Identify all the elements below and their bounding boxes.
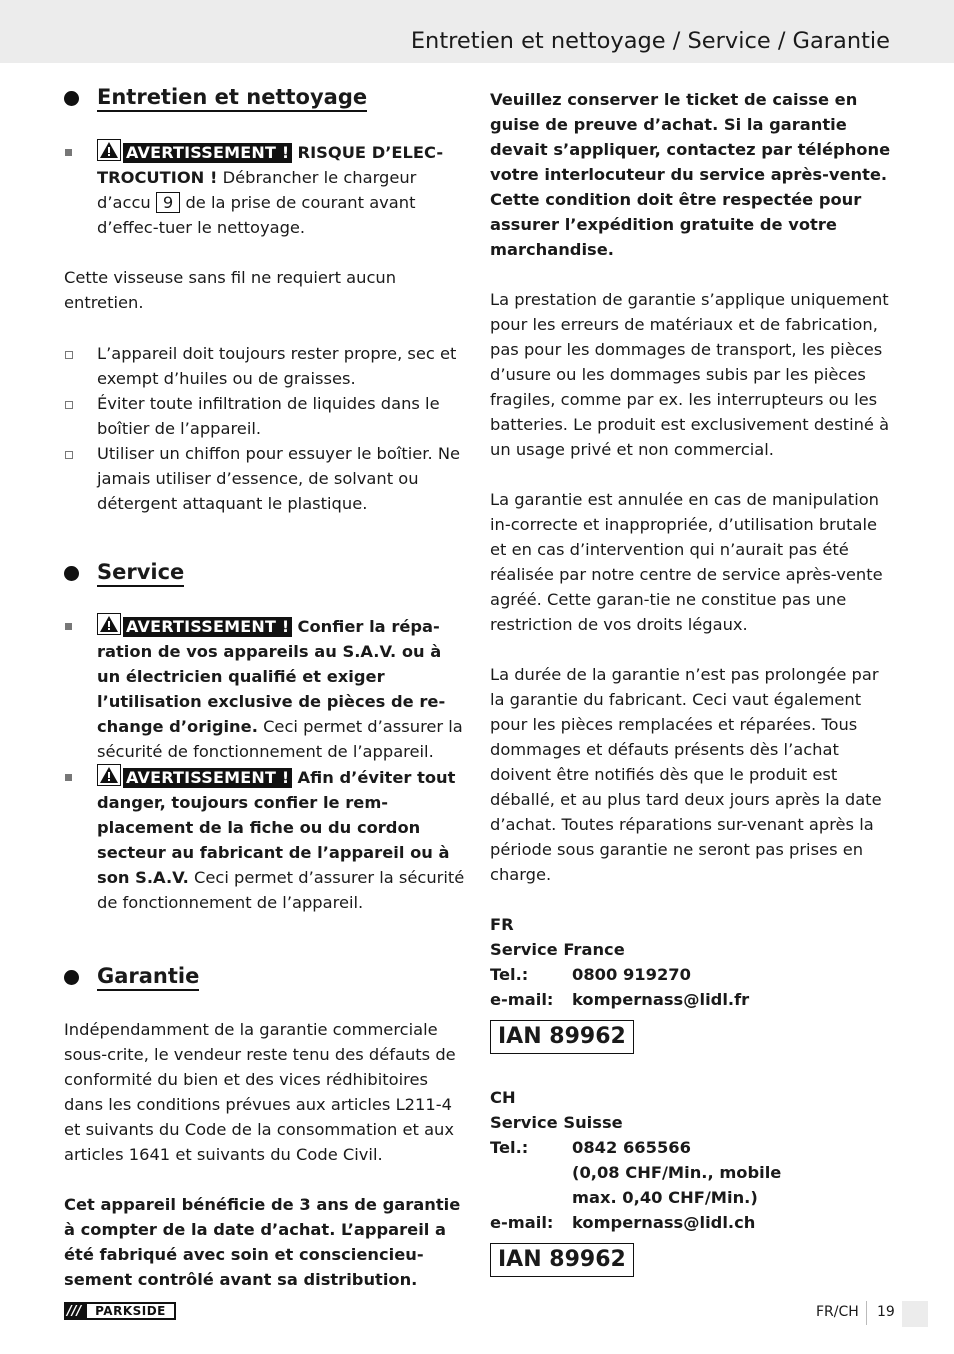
section-title-garantie: Garantie [97,963,199,991]
warning-triangle-icon [97,139,121,161]
country-code: FR [490,915,514,934]
service-name: Service France [490,940,625,959]
warning-bold-text: RISQUE D’ELEC-TROCUTION ! [97,143,444,187]
tel-row: Tel.: 0842 665566 [490,1135,892,1160]
entretien-list [64,341,466,516]
warning-triangle-icon [97,764,121,786]
warning-text: Ceci permet d’assurer la sécurité de fonctionnement de l’appareil. [97,717,463,761]
logo-slashes: /// [67,1303,82,1319]
service-name: Service Suisse [490,1113,623,1132]
square-bullet-icon [65,623,72,630]
square-bullet-icon [65,149,72,156]
warning-text-b: de la prise de courant avant d’effec-tuer le nettoyage. [97,193,416,237]
phone-number: 0800 919270 [572,965,691,984]
square-bullet-icon [65,774,72,781]
section-title-service: Service [97,559,184,587]
warning-service-1 [64,613,466,764]
garantie-para-scope: La prestation de garantie s’applique uniquement pour les erreurs de matériaux et de fabrication, pas pour les dommages de transport, les pièces d’usure ou les dommages subis par les pièces fragiles, comme par ex. les interrupteurs ou les batteries. Le produit est exclusivement destiné à un usage privé et non commercial. [490,290,890,459]
right-column [490,87,892,1277]
list-item: L’appareil doit toujours rester propre, sec et exempt d’huiles ou de graisses. [64,341,466,391]
contact-suisse [490,1085,892,1277]
warning-bold-text: Confier la répa-ration de vos appareils au S.A.V. ou à un électricien qualifié et exiger l’utilisation exclusive de pièces de re-change d’origine. [97,617,446,736]
tel-note-row [490,1160,892,1185]
footer-language: FR/CH [816,1304,859,1320]
garantie-para-1: Indépendamment de la garantie commerciale sous-crite, le vendeur reste tenu des défauts de conformité du bien et des vices rédhibitoires dans les conditions prévues aux articles L211-4 et suivants du Code de la consommation et aux articles 1641 et suivants du Code Civil. [64,1020,456,1164]
footer-divider [866,1301,867,1325]
entretien-intro: Cette visseuse sans fil ne requiert aucun entretien. [64,268,397,312]
hollow-bullet-icon [65,401,73,409]
warning-badge: AVERTISSEMENT ! [123,768,292,788]
warning-text-a: Débrancher le chargeur d’accu [97,168,417,212]
footer-tab-marker [902,1301,928,1327]
ian-box: IAN 89962 [490,1243,634,1277]
warning-badge: AVERTISSEMENT ! [123,617,292,637]
country-code: CH [490,1088,516,1107]
section-title-entretien: Entretien et nettoyage [97,84,367,112]
garantie-para-duree: La durée de la garantie n’est pas prolongée par la garantie du fabricant. Ceci vaut également pour les pièces remplacées et réparées. Tous dommages et défauts présents dès l’achat doivent être notifiés dès que le produit est déballé, et au plus tard deux jours après la date d’achat. Toutes réparations sur-venant après la période sous garantie ne seront pas prises en charge. [490,665,882,884]
list-item: Utiliser un chiffon pour essuyer le boîtier. Ne jamais utiliser d’essence, de solvant ou détergent attaquant le plastique. [64,441,466,516]
warning-bold-text: Afin d’éviter tout danger, toujours confier le rem-placement de la fiche ou du cordon secteur au fabricant de l’appareil ou à son S.A.V. [97,768,456,887]
page-header-title: Entretien et nettoyage / Service / Garantie [410,28,890,54]
section-bullet-icon [64,91,79,106]
page-number: 19 [877,1304,895,1320]
hollow-bullet-icon [65,451,73,459]
list-item: Éviter toute infiltration de liquides dans le boîtier de l’appareil. [64,391,466,441]
email-row: e-mail: kompernass@lidl.fr [490,987,892,1012]
section-service [64,559,466,589]
contact-france [490,912,892,1054]
warning-service-2 [64,764,466,915]
reference-number: 9 [156,192,180,213]
phone-note: max. 0,40 CHF/Min.) [572,1188,758,1207]
email-row: e-mail: kompernass@lidl.ch [490,1210,892,1235]
email-address: kompernass@lidl.fr [572,990,750,1009]
section-bullet-icon [64,566,79,581]
warning-badge: AVERTISSEMENT ! [123,143,292,163]
warning-text: Ceci permet d’assurer la sécurité de fonctionnement de l’appareil. [97,868,465,912]
garantie-para-annulation: La garantie est annulée en cas de manipulation in-correcte et inappropriée, d’utilisation brutale et en cas d’intervention qui n’aurait pas été réalisée par notre centre de service après-vente agréé. Cette garan-tie ne constitue pas une restriction de vos droits légaux. [490,490,883,634]
ian-box: IAN 89962 [490,1020,634,1054]
logo-brand: PARKSIDE [87,1304,174,1318]
tel-row: Tel.: 0800 919270 [490,962,892,987]
garantie-para-receipt: Veuillez conserver le ticket de caisse en guise de preuve d’achat. Si la garantie devait s’appliquer, contactez par téléphone votre interlocuteur du service après-vente. Cette condition doit être respectée pour assurer l’expédition gratuite de votre marchandise. [490,90,891,259]
garantie-para-2: Cet appareil bénéficie de 3 ans de garantie à compter de la date d’achat. L’appareil a été fabriqué avec soin et consciencieu-sement contrôlé avant sa distribution. [64,1195,461,1289]
tel-note-row [490,1185,892,1210]
parkside-logo [64,1302,176,1320]
hollow-bullet-icon [65,351,73,359]
phone-note: (0,08 CHF/Min., mobile [572,1163,782,1182]
section-bullet-icon [64,970,79,985]
section-garantie [64,963,466,993]
email-address: kompernass@lidl.ch [572,1213,756,1232]
left-column [64,84,466,1292]
section-entretien [64,84,466,114]
warning-entretien [64,139,466,240]
warning-triangle-icon [97,613,121,635]
phone-number: 0842 665566 [572,1138,691,1157]
